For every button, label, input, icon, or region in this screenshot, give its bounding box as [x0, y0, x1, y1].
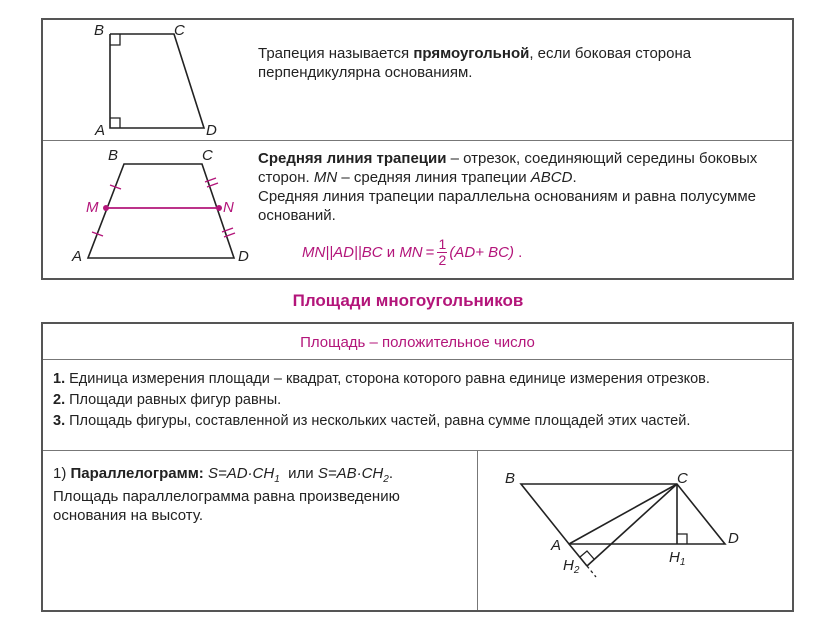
property-3: 3. Площадь фигуры, составленной из нескольких частей, равна сумме площадей этих частей.	[53, 413, 691, 429]
right-trapezoid-figure	[90, 20, 240, 138]
property-2: 2. Площади равных фигур равны.	[53, 392, 282, 408]
parallelogram-figure	[479, 452, 791, 608]
label-d: D	[728, 530, 739, 547]
parallelogram-text: Площадь параллелограмма равна произведению основания на высоту.	[53, 488, 400, 524]
parallelogram-column-divider	[477, 451, 478, 610]
top-divider	[43, 140, 792, 141]
label-n: N	[223, 199, 234, 216]
property-1: 1. Единица измерения площади – квадрат, сторона которого равна единице измерения отрезков.	[53, 371, 710, 387]
label-c: C	[174, 22, 185, 39]
label-c: C	[202, 147, 213, 164]
label-d: D	[238, 248, 249, 265]
label-m: M	[86, 199, 99, 216]
label-b: B	[94, 22, 105, 39]
midline-trapezoid-figure	[68, 142, 268, 270]
label-d: D	[206, 122, 217, 138]
areas-subheading: Площадь – положительное число	[300, 334, 535, 351]
midline-definition: Средняя линия трапеции – отрезок, соединяющий середины боковых сторон. MN – средняя линия трапеции ABCD.	[258, 150, 758, 186]
area-properties	[53, 369, 793, 432]
subheading-divider	[43, 359, 792, 360]
label-a: A	[95, 122, 106, 138]
parallelogram-formula: 1) Параллелограмм: $S=AD\cdot CH_1$ или $S=AB\cdot CH_2$.	[53, 465, 393, 485]
label-h2: $H_2$	[563, 557, 580, 576]
label-c: C	[677, 470, 688, 487]
label-h1: $H_1$	[669, 549, 686, 568]
right-trapezoid-definition: Трапеция называется прямоугольной, если боковая сторона перпендикулярна основаниям.	[258, 45, 692, 81]
label-a: A	[551, 537, 562, 554]
midline-property: Средняя линия трапеции параллельна основаниям и равна полусумме оснований.	[258, 188, 757, 224]
midline-formula: MN||AD||BC и MN = 1 2 (AD+ BC) .	[302, 235, 523, 268]
properties-divider	[43, 450, 792, 451]
label-b: B	[108, 147, 119, 164]
label-b: B	[505, 470, 516, 487]
areas-heading: Площади многоугольников	[292, 291, 524, 310]
label-a: A	[72, 248, 83, 265]
